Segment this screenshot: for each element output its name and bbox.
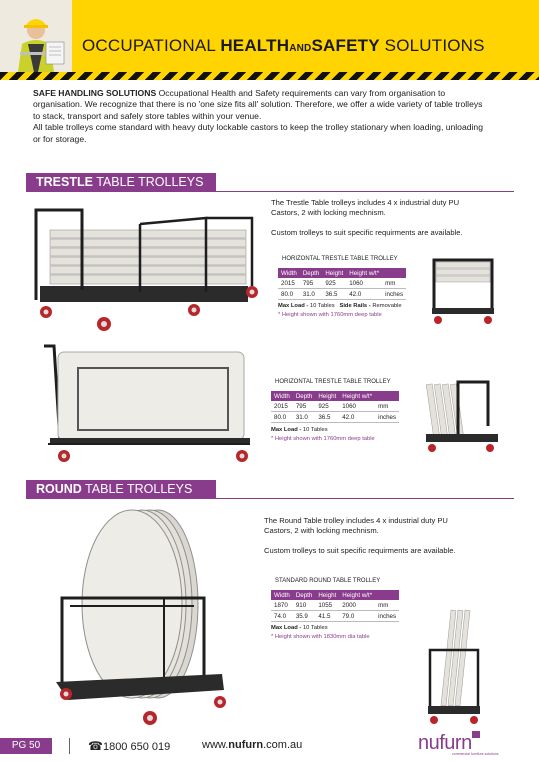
table-cell: 1870: [271, 600, 293, 611]
title-suffix: SOLUTIONS: [379, 36, 485, 55]
round-table-load-note: [271, 625, 328, 631]
table-cell: 80.0: [278, 289, 300, 300]
table-cell: inches: [375, 412, 399, 423]
table-cell: 35.9: [293, 611, 316, 622]
table-cell: 74.0: [271, 611, 293, 622]
trestle-table1-load-note: [278, 303, 402, 309]
table-cell: 2015: [278, 278, 300, 289]
col-width: Width: [271, 391, 293, 401]
intro-lead: SAFE HANDLING SOLUTIONS: [33, 88, 157, 98]
trestle-spec-table-1: [278, 268, 406, 300]
col-unit: [375, 391, 399, 401]
table-cell: 795: [293, 401, 316, 412]
table-cell: 795: [300, 278, 323, 289]
table-cell: 31.0: [293, 412, 316, 423]
col-width: Width: [271, 590, 293, 600]
table-cell: inches: [382, 289, 406, 300]
footer-url[interactable]: [202, 739, 302, 751]
trestle-desc-2: Custom trolleys to suit specific requirments are available.: [271, 228, 463, 237]
col-height-wt: Height w/t*: [346, 268, 382, 278]
table-cell: 36.5: [315, 412, 339, 423]
url-suffix: .com.au: [263, 739, 303, 751]
section-heading-round: [26, 480, 216, 498]
col-depth: Depth: [300, 268, 323, 278]
round-description: [264, 516, 464, 556]
round-table-footnote: * Height shown with 1830mm dia table: [271, 634, 370, 640]
table-cell: mm: [375, 600, 399, 611]
logo-tagline: commercial furniture solutions: [452, 752, 499, 756]
phone-number: 1800 650 019: [102, 741, 171, 753]
col-height: Height: [322, 268, 346, 278]
table-cell: 2000: [339, 600, 375, 611]
table-cell: 42.0: [346, 289, 382, 300]
hazard-stripe: [0, 72, 539, 80]
col-depth: Depth: [293, 391, 316, 401]
round-trolley-image: [54, 506, 234, 732]
trestle-trolley-vertical-image: [34, 338, 256, 470]
section-rule: [26, 191, 514, 192]
title-health: HEALTH: [220, 36, 290, 55]
col-height-wt: Height w/t*: [339, 391, 375, 401]
trestle-table1-title: HORIZONTAL TRESTLE TABLE TROLLEY: [282, 256, 398, 262]
round-desc-2: Custom trolleys to suit specific requirments are available.: [264, 546, 456, 555]
title-safety: SAFETY: [311, 36, 380, 55]
phone-icon: ☎: [88, 739, 103, 753]
max-load-label: Max Load -: [271, 625, 303, 631]
table-cell: 1055: [315, 600, 339, 611]
footer-phone: [88, 739, 170, 753]
worker-photo: [0, 0, 72, 72]
section-heading-trestle: [26, 173, 216, 191]
max-load-label: Max Load -: [278, 303, 310, 309]
title-prefix: OCCUPATIONAL: [82, 36, 221, 55]
trestle-table2-footnote: * Height shown with 1760mm deep table: [271, 436, 375, 442]
intro-paragraph: [33, 88, 485, 145]
table-cell: 925: [315, 401, 339, 412]
table-cell: 31.0: [300, 289, 323, 300]
logo-mark: [472, 731, 480, 738]
trestle-table1-footnote: * Height shown with 1760mm deep table: [278, 312, 382, 318]
trestle-spec-table-2: [271, 391, 399, 423]
col-height: Height: [315, 391, 339, 401]
footer-divider: [69, 738, 70, 754]
max-load-value: 10 Tables: [309, 303, 335, 309]
title-and: AND: [289, 43, 312, 54]
trestle-heading-rest: TABLE TROLLEYS: [92, 175, 204, 189]
round-table-title: STANDARD ROUND TABLE TROLLEY: [275, 578, 381, 584]
col-unit: [382, 268, 406, 278]
trestle-trolley-loaded-image: [422, 376, 500, 456]
trestle-trolley-side-image: [428, 252, 498, 328]
table-cell: 80.0: [271, 412, 293, 423]
table-cell: 2015: [271, 401, 293, 412]
side-rails-label: Side Rails -: [339, 303, 373, 309]
round-heading-rest: TABLE TROLLEYS: [81, 482, 193, 496]
col-width: Width: [278, 268, 300, 278]
table-cell: 1060: [339, 401, 375, 412]
table-cell: 79.0: [339, 611, 375, 622]
table-cell: 41.5: [315, 611, 339, 622]
trestle-trolley-image: [30, 200, 262, 338]
intro-text-2: All table trolleys come standard with heavy duty lockable castors to keep the trolley stationary when loading, unloading or for storage.: [33, 122, 483, 144]
table-cell: 910: [293, 600, 316, 611]
trestle-table2-load-note: [271, 427, 328, 433]
table-cell: 1060: [346, 278, 382, 289]
url-prefix: www.: [202, 739, 229, 751]
col-depth: Depth: [293, 590, 316, 600]
page-number: PG 50: [0, 738, 52, 754]
trestle-heading-bold: TRESTLE: [36, 175, 93, 189]
nufurn-logo: nufurn: [418, 732, 472, 754]
side-rails-value: Removable: [372, 303, 402, 309]
table-cell: inches: [375, 611, 399, 622]
table-cell: mm: [375, 401, 399, 412]
section-rule: [26, 498, 514, 499]
round-heading-bold: ROUND: [36, 482, 82, 496]
table-cell: 42.0: [339, 412, 375, 423]
round-spec-table: [271, 590, 399, 622]
max-load-label: Max Load -: [271, 427, 303, 433]
col-height: Height: [315, 590, 339, 600]
col-height-wt: Height w/t*: [339, 590, 375, 600]
table-cell: mm: [382, 278, 406, 289]
table-cell: 36.5: [322, 289, 346, 300]
table-cell: 925: [322, 278, 346, 289]
page-title: [82, 36, 485, 56]
max-load-value: 10 Tables: [302, 427, 328, 433]
intro-text-1: Occupational Health and Safety requirements can vary from organisation to organisation. We recognize that there is no 'one size fits all' solution. Therefore, we offer a wide variety of table trolleys to stack, transport and safely store tables within your venue.: [33, 88, 483, 121]
worker-illustration: [0, 0, 72, 72]
url-bold: nufurn: [228, 739, 264, 751]
max-load-value: 10 Tables: [302, 625, 328, 631]
col-unit: [375, 590, 399, 600]
trestle-table2-title: HORIZONTAL TRESTLE TABLE TROLLEY: [275, 379, 391, 385]
round-trolley-side-image: [424, 606, 484, 730]
round-desc-1: The Round Table trolley includes 4 x industrial duty PU Castors, 2 with locking mechnism.: [264, 516, 448, 535]
trestle-desc-1: The Trestle Table trolleys includes 4 x industrial duty PU Castors, 2 with locking mechnism.: [271, 198, 460, 217]
trestle-description: [271, 198, 471, 238]
